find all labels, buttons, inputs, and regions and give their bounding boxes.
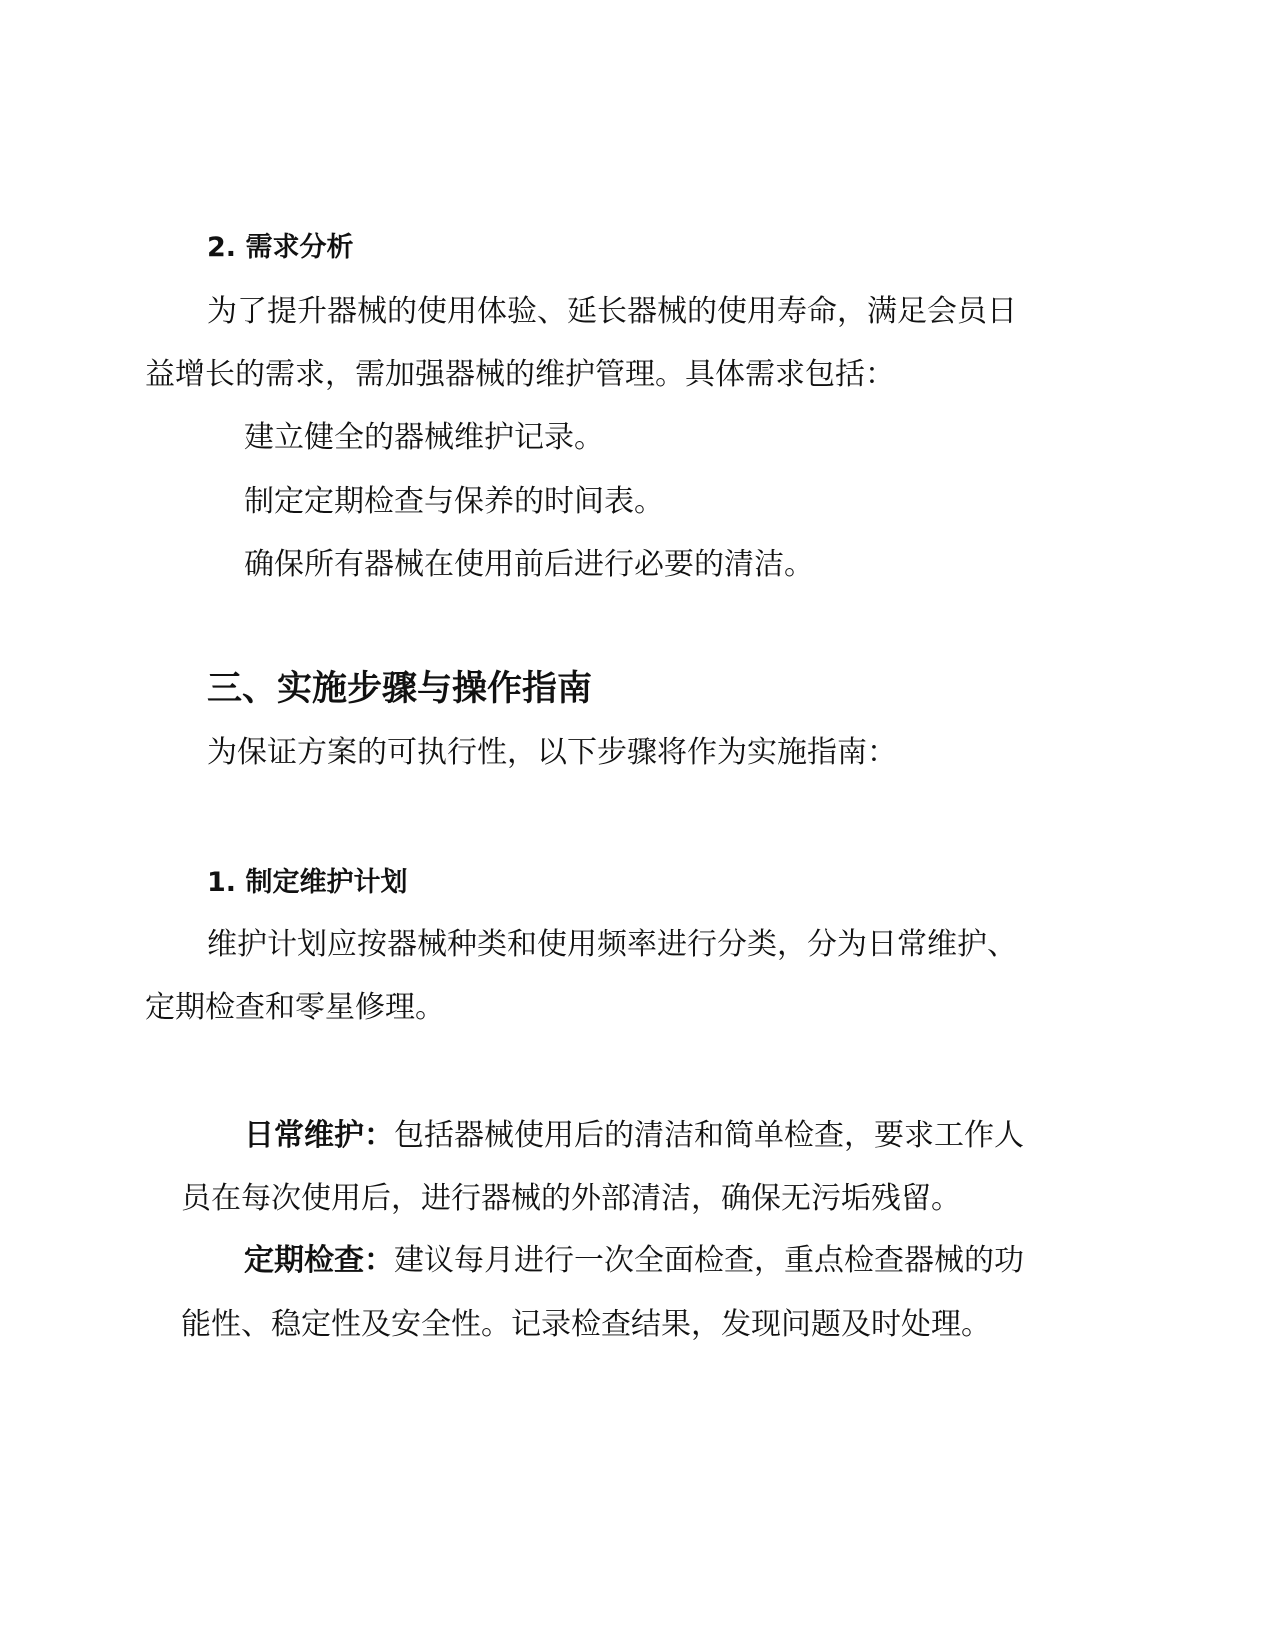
section-heading: 2. 需求分析 <box>207 232 354 263</box>
paragraph-line: 为保证方案的可执行性，以下步骤将作为实施指南： <box>207 735 897 770</box>
list-item: 制定定期检查与保养的时间表。 <box>244 484 664 519</box>
paragraph-line: 能性、稳定性及安全性。记录检查结果，发现问题及时处理。 <box>181 1307 991 1342</box>
list-item: 确保所有器械在使用前后进行必要的清洁。 <box>244 547 814 582</box>
paragraph-line <box>244 1116 1024 1156</box>
section-heading: 1. 制定维护计划 <box>207 867 408 898</box>
term-label: 定期检查： <box>244 1243 394 1278</box>
paragraph-line: 为了提升器械的使用体验、延长器械的使用寿命，满足会员日 <box>207 294 1017 329</box>
paragraph-line: 维护计划应按器械种类和使用频率进行分类，分为日常维护、 <box>207 927 1017 962</box>
list-item: 建立健全的器械维护记录。 <box>244 420 604 455</box>
term-label: 日常维护： <box>244 1118 394 1153</box>
paragraph-line: 员在每次使用后，进行器械的外部清洁，确保无污垢残留。 <box>181 1181 961 1216</box>
paragraph-line: 定期检查和零星修理。 <box>145 990 445 1025</box>
paragraph-line <box>244 1241 1024 1281</box>
term-text: 建议每月进行一次全面检查，重点检查器械的功 <box>394 1243 1024 1278</box>
term-text: 包括器械使用后的清洁和简单检查，要求工作人 <box>394 1118 1024 1153</box>
paragraph-line: 益增长的需求，需加强器械的维护管理。具体需求包括： <box>145 357 895 392</box>
chapter-heading: 三、实施步骤与操作指南 <box>207 669 593 709</box>
